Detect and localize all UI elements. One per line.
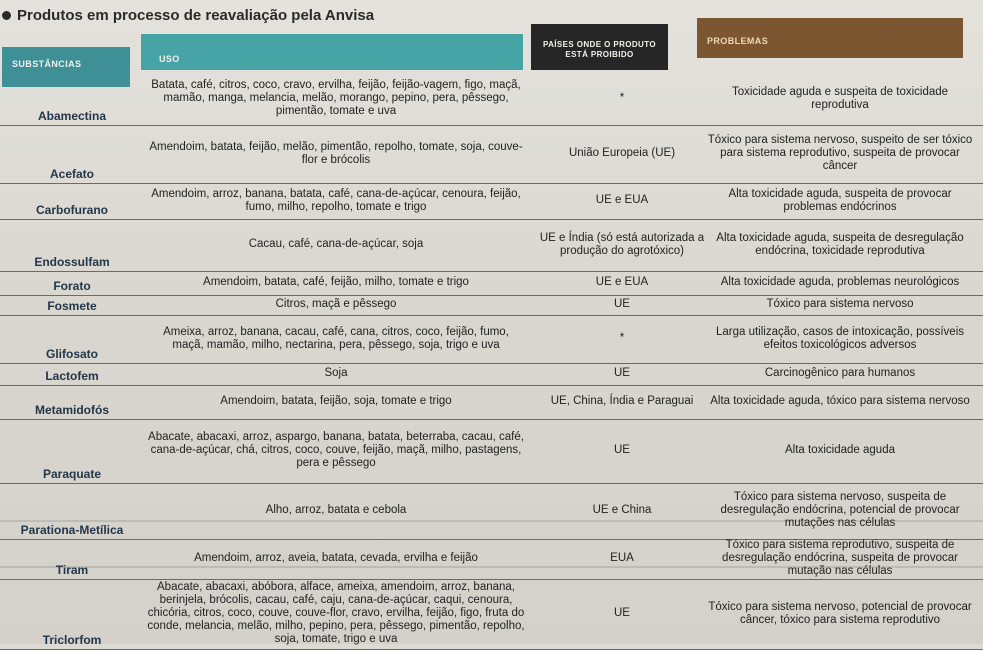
substance-name: Lactofem <box>45 369 99 383</box>
paises-cell: EUA <box>610 552 634 564</box>
paises-cell: UE <box>614 367 630 379</box>
substance-name: Carbofurano <box>36 203 108 217</box>
uso-cell: Cacau, café, cana-de-açúcar, soja <box>248 238 424 250</box>
paises-cell: UE e EUA <box>595 276 649 288</box>
table-row <box>0 484 983 540</box>
problemas-cell: Toxicidade aguda e suspeita de toxicidade reprodutiva <box>731 85 949 111</box>
paises-cell: UE e China <box>592 504 652 516</box>
substance-name: Glifosato <box>45 347 98 361</box>
problemas-cell: Tóxico para sistema nervoso, suspeita de desregulação endócrina, potencial de provocar mutações nas células <box>720 491 960 529</box>
problemas-cell: Alta toxicidade aguda, suspeita de desregulação endócrina, toxicidade reprodutiva <box>716 231 964 257</box>
table-row <box>0 540 983 580</box>
problemas-cell: Tóxico para sistema reprodutivo, suspeita de desregulação endócrina, suspeita de provocar mutação nas células <box>722 539 958 577</box>
problemas-cell: Tóxico para sistema nervoso, potencial de provocar câncer, tóxico para sistema reprodutivo <box>708 600 972 626</box>
substance-name: Metamidofós <box>34 403 109 417</box>
paises-cell: UE <box>614 607 630 619</box>
substance-name: Parationa-Metílica <box>20 523 124 537</box>
table-row <box>0 126 983 184</box>
table-row <box>0 272 983 296</box>
uso-cell: Abacate, abacaxi, arroz, aspargo, banana, batata, beterraba, cacau, café, cana-de-açúcar, chá, citros, coco, couve, feijão, maçã, milho, pastagens, pera e pêssego <box>148 431 524 469</box>
uso-cell: Abacate, abacaxi, abóbora, alface, ameixa, amendoim, arroz, banana, berinjela, brócolis, cacau, café, caju, cana-de-açúcar, caqui, cenoura, chicória, citros, coco, couve, couve-flor, cravo, ervilha, feijão, figo, fruta do conde, melancia, melão, milho, pepino, pera, pêssego, pimentão, repolho, soja, tomate, trigo e uva <box>147 581 525 645</box>
table-row <box>0 386 983 420</box>
substance-name: Paraquate <box>42 467 102 481</box>
table-row <box>0 296 983 316</box>
uso-cell: Batata, café, citros, coco, cravo, ervilha, feijão, feijão-vagem, figo, maçã, mamão, manga, melancia, melão, morango, pepino, pera, pêssego, pimentão, tomate e uva <box>151 79 521 117</box>
uso-cell: Citros, maçã e pêssego <box>275 298 397 310</box>
table-row <box>0 220 983 272</box>
substance-name: Tiram <box>55 563 89 577</box>
table-row <box>0 580 983 650</box>
uso-cell: Alho, arroz, batata e cebola <box>265 504 407 516</box>
table-row <box>0 74 983 126</box>
table-row <box>0 420 983 484</box>
header-substancias: SUBSTÂNCIAS <box>2 47 130 87</box>
bullet-icon <box>2 11 11 20</box>
substance-name: Forato <box>53 279 91 293</box>
paises-cell: UE <box>614 298 630 310</box>
paises-cell: * <box>619 332 625 344</box>
problemas-cell: Larga utilização, casos de intoxicação, possíveis efeitos toxicológicos adversos <box>715 325 965 351</box>
uso-cell: Ameixa, arroz, banana, cacau, café, cana, citros, coco, feijão, fumo, maçã, mamão, milho, nectarina, pera, pêssego, soja, trigo e uva <box>163 325 509 351</box>
paises-cell: UE, China, Índia e Paraguai <box>550 395 694 407</box>
substance-name: Endossulfam <box>34 255 110 269</box>
problemas-cell: Carcinogênico para humanos <box>764 367 916 379</box>
paises-cell: UE e Índia (só está autorizada a produção do agrotóxico) <box>539 231 705 257</box>
table-row <box>0 184 983 220</box>
problemas-cell: Tóxico para sistema nervoso <box>766 298 914 310</box>
problemas-cell: Tóxico para sistema nervoso, suspeito de ser tóxico para sistema reprodutivo, suspeita de provocar câncer <box>707 134 973 172</box>
paises-cell: * <box>619 92 625 104</box>
substance-name: Fosmete <box>47 299 97 313</box>
paises-cell: UE <box>614 444 630 456</box>
table-row <box>0 364 983 386</box>
header-paises: PAÍSES ONDE O PRODUTO ESTÁ PROIBIDO <box>531 24 668 70</box>
header-problemas: PROBLEMAS <box>697 18 963 58</box>
problemas-cell: Alta toxicidade aguda, suspeita de provocar problemas endócrinos <box>728 187 952 213</box>
uso-cell: Amendoim, arroz, aveia, batata, cevada, ervilha e feijão <box>194 552 478 564</box>
uso-cell: Soja <box>324 367 348 379</box>
problemas-cell: Alta toxicidade aguda, tóxico para sistema nervoso <box>710 395 970 407</box>
title-text: Produtos em processo de reavaliação pela Anvisa <box>17 6 375 24</box>
uso-cell: Amendoim, batata, café, feijão, milho, tomate e trigo <box>203 276 469 288</box>
header-uso: USO <box>141 34 523 70</box>
table-row <box>0 316 983 364</box>
problemas-cell: Alta toxicidade aguda <box>785 444 895 456</box>
substance-name: Triclorfom <box>42 633 102 647</box>
table-title <box>2 4 374 26</box>
paises-cell: União Europeia (UE) <box>568 147 676 159</box>
uso-cell: Amendoim, batata, feijão, melão, pimentão, repolho, tomate, soja, couve-flor e brócolis <box>149 140 523 166</box>
paises-cell: UE e EUA <box>595 194 649 206</box>
uso-cell: Amendoim, arroz, banana, batata, café, cana-de-açúcar, cenoura, feijão, fumo, milho, repolho, tomate e trigo <box>151 187 521 213</box>
uso-cell: Amendoim, batata, feijão, soja, tomate e trigo <box>220 395 452 407</box>
substance-name: Abamectina <box>37 109 107 123</box>
substance-name: Acefato <box>49 167 94 181</box>
problemas-cell: Alta toxicidade aguda, problemas neurológicos <box>720 276 960 288</box>
